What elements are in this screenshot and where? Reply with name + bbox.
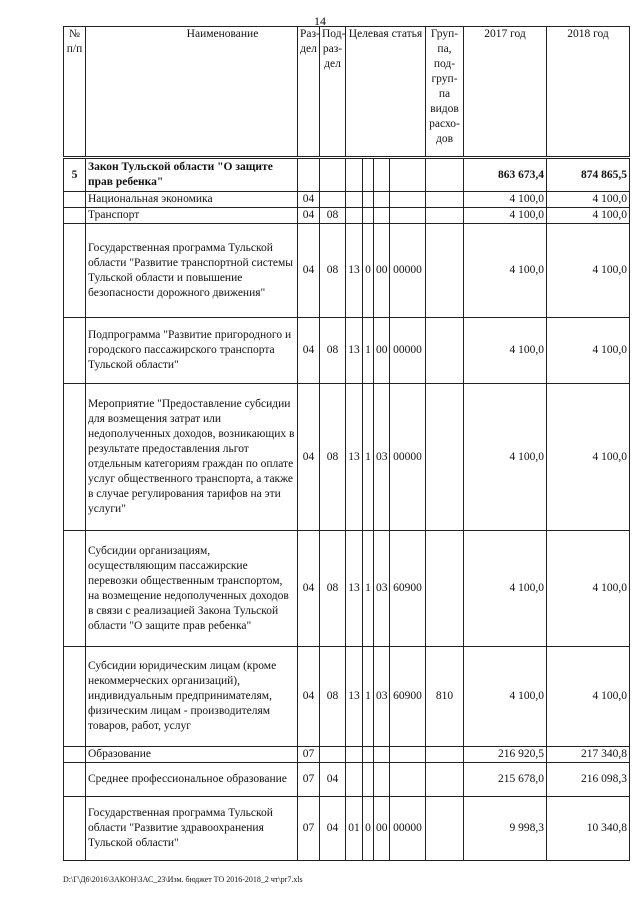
cell-2018: 4 100,0 bbox=[547, 384, 630, 531]
cell-target-subprogram bbox=[363, 208, 374, 224]
cell-section: 07 bbox=[298, 747, 320, 763]
cell-name: Национальная экономика bbox=[86, 192, 298, 208]
cell-num: 5 bbox=[64, 158, 86, 192]
cell-target-subprogram: 1 bbox=[363, 647, 374, 747]
cell-2018: 4 100,0 bbox=[547, 318, 630, 384]
cell-target-direction: 00000 bbox=[390, 224, 426, 318]
cell-group bbox=[426, 192, 464, 208]
table-row bbox=[64, 208, 630, 224]
cell-subsection: 08 bbox=[320, 384, 346, 531]
cell-target-program: 13 bbox=[346, 531, 363, 647]
cell-name: Образование bbox=[86, 747, 298, 763]
cell-num bbox=[64, 192, 86, 208]
cell-num bbox=[64, 318, 86, 384]
cell-target-program: 13 bbox=[346, 647, 363, 747]
cell-group bbox=[426, 158, 464, 192]
cell-name: Закон Тульской области "О защите прав ребенка" bbox=[86, 158, 298, 192]
cell-group bbox=[426, 531, 464, 647]
cell-target-subprogram bbox=[363, 158, 374, 192]
cell-target-event: 00 bbox=[374, 797, 390, 861]
cell-target-direction bbox=[390, 208, 426, 224]
cell-target-program: 13 bbox=[346, 318, 363, 384]
cell-section: 07 bbox=[298, 763, 320, 797]
cell-2018: 4 100,0 bbox=[547, 531, 630, 647]
table-row bbox=[64, 531, 630, 647]
cell-section: 04 bbox=[298, 208, 320, 224]
cell-target-event: 00 bbox=[374, 318, 390, 384]
cell-target-program bbox=[346, 747, 363, 763]
cell-section: 04 bbox=[298, 384, 320, 531]
table-row bbox=[64, 158, 630, 192]
cell-group bbox=[426, 763, 464, 797]
file-path-footer: D:\Г\Д6\2016\ЗАКОН\ЗАС_23\Изм. бюджет ТО 2016-2018_2 чт\pr7.xls bbox=[63, 875, 303, 884]
cell-target-event bbox=[374, 158, 390, 192]
cell-group bbox=[426, 208, 464, 224]
cell-target-subprogram bbox=[363, 763, 374, 797]
header-2018: 2018 год bbox=[547, 27, 630, 158]
cell-2018: 4 100,0 bbox=[547, 208, 630, 224]
cell-group bbox=[426, 384, 464, 531]
cell-name: Мероприятие "Предоставление субсидии для возмещения затрат или недополученных доходов, возникающих в результате предоставления льгот отдельным категориям граждан по оплате услуг общественного транспорта, а также в случае регулирования тарифов на эти услуги" bbox=[86, 384, 298, 531]
cell-subsection: 04 bbox=[320, 797, 346, 861]
cell-2017: 863 673,4 bbox=[464, 158, 547, 192]
table-row bbox=[64, 318, 630, 384]
cell-target-direction: 00000 bbox=[390, 384, 426, 531]
cell-2018: 10 340,8 bbox=[547, 797, 630, 861]
table-row bbox=[64, 747, 630, 763]
cell-2017: 216 920,5 bbox=[464, 747, 547, 763]
cell-subsection: 08 bbox=[320, 224, 346, 318]
cell-target-direction: 00000 bbox=[390, 797, 426, 861]
cell-target-direction bbox=[390, 192, 426, 208]
cell-section: 04 bbox=[298, 192, 320, 208]
table-row bbox=[64, 224, 630, 318]
cell-target-event: 03 bbox=[374, 647, 390, 747]
cell-2018: 874 865,5 bbox=[547, 158, 630, 192]
cell-2018: 4 100,0 bbox=[547, 647, 630, 747]
header-subsection: Под-раз-дел bbox=[320, 27, 346, 158]
header-group: Груп-па, под-груп-па видов расхо-дов bbox=[426, 27, 464, 158]
cell-target-direction: 00000 bbox=[390, 318, 426, 384]
cell-target-subprogram bbox=[363, 747, 374, 763]
cell-2017: 4 100,0 bbox=[464, 224, 547, 318]
cell-subsection: 08 bbox=[320, 647, 346, 747]
cell-2017: 4 100,0 bbox=[464, 384, 547, 531]
cell-target-program bbox=[346, 192, 363, 208]
cell-name: Субсидии организациям, осуществляющим пассажирские перевозки общественным транспортом, на возмещение недополученных доходов в связи с реализацией Закона Тульской области "О защите прав ребенка" bbox=[86, 531, 298, 647]
cell-target-program bbox=[346, 158, 363, 192]
table-row bbox=[64, 192, 630, 208]
budget-table bbox=[63, 26, 630, 861]
cell-target-subprogram: 1 bbox=[363, 384, 374, 531]
cell-target-program: 13 bbox=[346, 384, 363, 531]
cell-2017: 4 100,0 bbox=[464, 647, 547, 747]
cell-num bbox=[64, 384, 86, 531]
cell-num bbox=[64, 531, 86, 647]
cell-section: 04 bbox=[298, 531, 320, 647]
cell-section: 07 bbox=[298, 797, 320, 861]
cell-target-subprogram: 0 bbox=[363, 797, 374, 861]
cell-target-direction bbox=[390, 763, 426, 797]
cell-target-direction bbox=[390, 747, 426, 763]
cell-group bbox=[426, 224, 464, 318]
table-row bbox=[64, 797, 630, 861]
cell-2018: 216 098,3 bbox=[547, 763, 630, 797]
header-2017: 2017 год bbox=[464, 27, 547, 158]
cell-2018: 4 100,0 bbox=[547, 224, 630, 318]
cell-section bbox=[298, 158, 320, 192]
header-section: Раз-дел bbox=[298, 27, 320, 158]
cell-2017: 4 100,0 bbox=[464, 531, 547, 647]
cell-subsection: 08 bbox=[320, 318, 346, 384]
header-name: Наименование bbox=[86, 27, 298, 158]
cell-target-subprogram bbox=[363, 192, 374, 208]
cell-2017: 215 678,0 bbox=[464, 763, 547, 797]
cell-2017: 4 100,0 bbox=[464, 208, 547, 224]
cell-group bbox=[426, 797, 464, 861]
cell-group: 810 bbox=[426, 647, 464, 747]
cell-target-event bbox=[374, 763, 390, 797]
cell-subsection: 04 bbox=[320, 763, 346, 797]
cell-target-event bbox=[374, 747, 390, 763]
header-target: Целевая статья bbox=[346, 27, 426, 158]
cell-target-program bbox=[346, 763, 363, 797]
cell-target-program: 13 bbox=[346, 224, 363, 318]
cell-2017: 9 998,3 bbox=[464, 797, 547, 861]
cell-num bbox=[64, 747, 86, 763]
cell-num bbox=[64, 224, 86, 318]
cell-target-direction bbox=[390, 158, 426, 192]
page-number: 14 bbox=[314, 14, 326, 28]
cell-target-event: 03 bbox=[374, 531, 390, 647]
cell-name: Государственная программа Тульской области "Развитие транспортной системы Тульской области и повышение безопасности дорожного движения" bbox=[86, 224, 298, 318]
header-row bbox=[64, 27, 630, 158]
cell-group bbox=[426, 318, 464, 384]
cell-target-program: 01 bbox=[346, 797, 363, 861]
cell-target-subprogram: 1 bbox=[363, 531, 374, 647]
table-row bbox=[64, 763, 630, 797]
cell-num bbox=[64, 208, 86, 224]
cell-num bbox=[64, 797, 86, 861]
cell-num bbox=[64, 763, 86, 797]
table-row bbox=[64, 647, 630, 747]
table-row bbox=[64, 384, 630, 531]
cell-name: Среднее профессиональное образование bbox=[86, 763, 298, 797]
cell-section: 04 bbox=[298, 224, 320, 318]
cell-section: 04 bbox=[298, 318, 320, 384]
cell-subsection bbox=[320, 192, 346, 208]
cell-target-event: 00 bbox=[374, 224, 390, 318]
cell-subsection: 08 bbox=[320, 531, 346, 647]
cell-target-event bbox=[374, 208, 390, 224]
cell-name: Субсидии юридическим лицам (кроме некоммерческих организаций), индивидуальным предпринимателям, физическим лицам - производителям товаров, работ, услуг bbox=[86, 647, 298, 747]
cell-target-subprogram: 1 bbox=[363, 318, 374, 384]
cell-2017: 4 100,0 bbox=[464, 192, 547, 208]
cell-num bbox=[64, 647, 86, 747]
cell-target-program bbox=[346, 208, 363, 224]
cell-2018: 217 340,8 bbox=[547, 747, 630, 763]
cell-target-subprogram: 0 bbox=[363, 224, 374, 318]
cell-name: Подпрограмма "Развитие пригородного и городского пассажирского транспорта Тульской области" bbox=[86, 318, 298, 384]
cell-subsection: 08 bbox=[320, 208, 346, 224]
cell-group bbox=[426, 747, 464, 763]
cell-target-event bbox=[374, 192, 390, 208]
cell-target-direction: 60900 bbox=[390, 531, 426, 647]
cell-section: 04 bbox=[298, 647, 320, 747]
cell-name: Транспорт bbox=[86, 208, 298, 224]
header-num: № п/п bbox=[64, 27, 86, 158]
cell-target-direction: 60900 bbox=[390, 647, 426, 747]
cell-subsection bbox=[320, 158, 346, 192]
cell-2018: 4 100,0 bbox=[547, 192, 630, 208]
cell-2017: 4 100,0 bbox=[464, 318, 547, 384]
cell-subsection bbox=[320, 747, 346, 763]
cell-target-event: 03 bbox=[374, 384, 390, 531]
cell-name: Государственная программа Тульской области "Развитие здравоохранения Тульской области" bbox=[86, 797, 298, 861]
